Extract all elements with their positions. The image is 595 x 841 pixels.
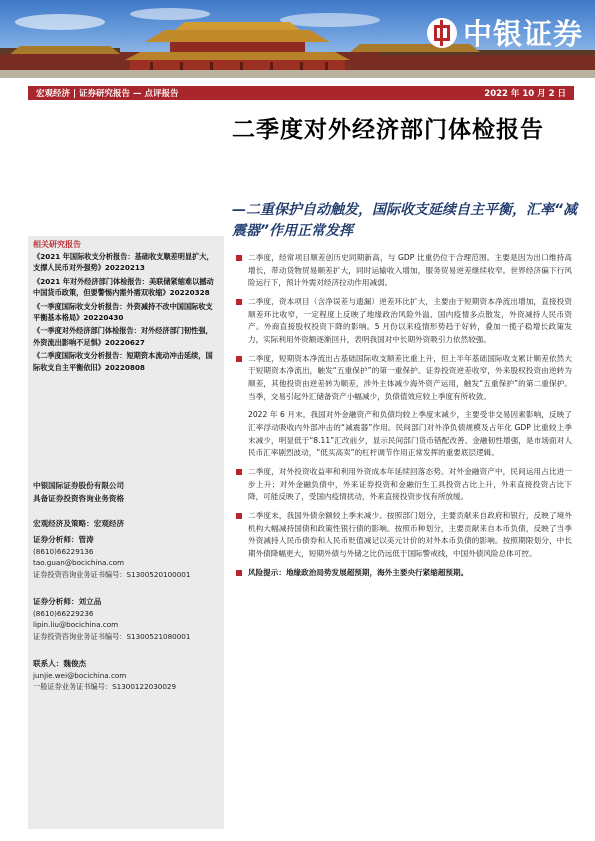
contact-cert: 一般证券业务证书编号：S1300122030029 — [33, 682, 177, 692]
research-team: 宏观经济及策略：宏观经济 — [33, 519, 125, 528]
boc-logo-icon — [427, 18, 457, 48]
related-report-item[interactable]: 《一季度对外经济部门体检报告：对外经济部门韧性强，外资流出影响不足惧》20220627 — [33, 326, 213, 347]
paragraph-text: 二季度，资本项目（含净误差与遗漏）逆差环比扩大，主要由于短期资本净流出增加，直接投资顺差环比收窄，一定程度上反映了地缘政治风险外溢、国内疫情多点散发，外资减持人民币资产。外商直接股权投资下降的影响。5 月份以来疫情形势趋于好转，叠加一揽子稳增长政策发力，实际利用外资额逐渐回升，表明我国对中长期外资吸引力依然较强。 — [248, 297, 572, 344]
summary-paragraph — [232, 296, 572, 346]
paragraph-text: 二季度，短期资本净流出占基础国际收支顺差比重上升，但上半年基础国际收支累计顺差依然大于短期资本净流出，触发“五重保护”的第一重保护。证券投资逆差收窄，外来股权投资由逆转为顺差，其他投资由逆差转为顺差，涉外主体减少海外资产运用，触发“五重保护”的第二重保护。当季，交易引起外汇储备资产小幅减少，负债值效应较上季度有所收敛。 — [248, 353, 572, 401]
summary-paragraph — [232, 252, 572, 290]
summary-paragraph — [232, 353, 572, 403]
summary-paragraph — [232, 466, 572, 504]
report-category: 宏观经济 | 证券研究报告 — 点评报告 — [36, 89, 179, 99]
firm-info — [33, 479, 124, 505]
analyst-name: 证券分析师：管涛 — [33, 535, 94, 544]
company-logo — [427, 12, 583, 53]
paragraph-text: 二季度，经常项目顺差创历史同期新高，与 GDP 比重仍位于合理范围。主要是因为出口维持高增长，带动货物贸易顺差扩大，同时运输收入增加，服务贸易逆差继续收窄。世界经济偏下行风险运行下，预计外需对经济拉动作用减弱。 — [248, 253, 572, 288]
risk-warning-text: 风险提示：地缘政治局势发展超预期，海外主要央行紧缩超预期。 — [248, 567, 469, 577]
report-date: 2022 年 10 月 2 日 — [484, 89, 566, 99]
contact-card — [33, 658, 223, 693]
header-banner — [0, 0, 595, 78]
contact-name: 联系人：魏俊杰 — [33, 659, 87, 668]
related-report-item[interactable]: 《2021 年对外经济部门体检报告：美联储紧缩难以撼动中国货币政策，但要警惕内需外需双收缩》20220328 — [33, 276, 214, 298]
analyst-cert: 证券投资咨询业务证书编号：S1300521080001 — [33, 631, 191, 641]
analyst-name: 证券分析师：刘立品 — [33, 597, 102, 606]
analyst-card — [33, 596, 223, 642]
analyst-email[interactable]: lipin.liu@bocichina.com — [33, 620, 119, 630]
analyst-email[interactable]: tao.guan@bocichina.com — [33, 558, 125, 568]
related-report-item[interactable]: 《二季度国际收支分析报告：短期资本流动冲击延续，国际收支自主平衡依旧》20220808 — [33, 351, 213, 372]
related-report-item[interactable]: 《2021 年国际收支分析报告：基础收支顺差明显扩大，支撑人民币对外强势》20220213 — [33, 252, 214, 273]
firm-name: 中银国际证券股份有限公司 — [33, 481, 125, 490]
bullet-square-icon — [236, 299, 242, 305]
related-reports-list — [33, 251, 219, 375]
report-subtitle: —二重保护自动触发，国际收支延续自主平衡，汇率“减震器”作用正常发挥 — [232, 202, 578, 239]
bullet-square-icon — [236, 570, 242, 576]
paragraph-text: 二季度末，我国外债余额较上季末减少。按照部门划分，主要贡献来自政府和银行，反映了境外机构大幅减持国债和政策性银行债的影响。按照币种划分，主要贡献来自本币负债，反映了当季外资减持人民币债券和人民币贬值减记以美元计价的对外本币负债的影响。按照期限划分，中长期外债降幅更大，短期外债与外储之比仍远低于国际警戒线，中国外债风险总体可控。 — [248, 511, 572, 558]
analyst-card — [33, 534, 223, 580]
related-report-item[interactable]: 《一季度国际收支分析报告：外资减持不改中国国际收支平衡基本格局》20220430 — [33, 301, 213, 323]
summary-paragraph — [232, 409, 572, 459]
firm-qualification: 具备证券投资咨询业务资格 — [33, 494, 125, 503]
summary-body — [232, 252, 572, 586]
summary-paragraph — [232, 510, 572, 560]
contact-email[interactable]: junjie.wei@bocichina.com — [33, 670, 127, 680]
analyst-cert: 证券投资咨询业务证书编号：S1300520100001 — [33, 569, 191, 579]
report-category-bar — [28, 86, 574, 100]
paragraph-text: 二季度，对外投资收益率和利用外资成本年延续回落态势。对外金融资产中，民间运用占比进一步上升；对外金融负债中，外来证券投资和金融衍生工具投资占比上升，外来直接投资占比下降，可能反映了，受国内疫情扰动，外来直接投资步伐有所放缓。 — [248, 467, 572, 502]
analyst-phone: (8610)66229136 — [33, 546, 94, 556]
related-reports-heading: 相关研究报告 — [33, 240, 81, 249]
company-logo-text: 中银证券 — [462, 17, 583, 51]
sidebar — [28, 236, 224, 829]
bullet-square-icon — [236, 356, 242, 362]
risk-warning — [232, 567, 572, 580]
bullet-square-icon — [236, 255, 242, 261]
report-title: 二季度对外经济部门体检报告 — [232, 117, 544, 143]
analyst-phone: (8610)66229236 — [33, 608, 94, 618]
bullet-square-icon — [236, 469, 242, 475]
paragraph-text: 2022 年 6 月末，我国对外金融资产和负债均较上季度末减少，主要受非交易因素影响，反映了汇率浮动吸收内外部冲击的“减震器”作用。民间部门对外净负债规模及占年化 GDP 比重较上季末减少，明显低于“8.11”汇改前夕，显示民间部门货币错配改善、金融韧性增强，是市场面对人民币汇率剧烈波动，“低买高卖”的杠杆调节作用正常发挥的重要底层逻辑。 — [248, 410, 572, 458]
bullet-square-icon — [236, 513, 242, 519]
